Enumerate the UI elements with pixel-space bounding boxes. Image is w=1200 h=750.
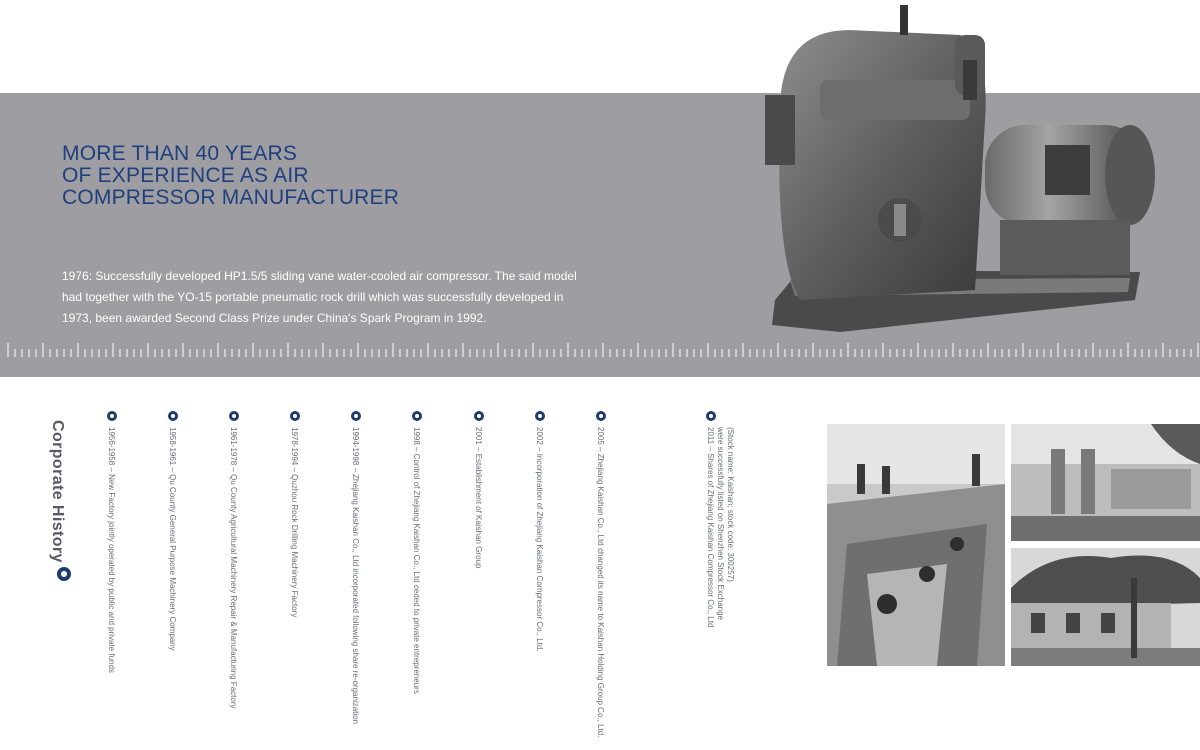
- milestone-text: 1994-1998 – Zhejiang Kaishan Co., Ltd incorporated following share re-organization: [351, 427, 360, 725]
- milestone-text: 2001 – Establishment of Kaishan Group: [474, 427, 483, 569]
- section-title-dot-icon: [57, 567, 71, 581]
- milestone-text: 2011 – Shares of Zhejiang Kaishan Compressor Co., Ltd: [706, 427, 715, 628]
- timeline-dot-icon: [596, 411, 606, 421]
- timeline-dot-icon: [706, 411, 716, 421]
- timeline-dot-icon: [107, 411, 117, 421]
- timeline-dot-icon: [229, 411, 239, 421]
- milestone-text: 2002 – Incorporation of Zhejiang Kaishan Compressor Co., Ltd.: [535, 427, 544, 652]
- milestone-text: 1956-1958 – New Factory jointly operated by public and private funds: [107, 427, 116, 673]
- timeline-dot-icon: [168, 411, 178, 421]
- timeline-dot-icon: [535, 411, 545, 421]
- milestone-text: 2005 – Zhejiang Kaishan Co., Ltd changed its name to Kaishan Holding Group Co., Ltd.: [596, 427, 605, 738]
- intro-line: 1976: Successfully developed HP1.5/5 sliding vane water-cooled air compressor. The said model: [62, 269, 577, 283]
- timeline-dot-icon: [351, 411, 361, 421]
- air-compressor-image: [760, 0, 1160, 340]
- milestone-text: 1961-1978 – Qu County Agricultural Machinery Repair & Manufacturing Factory: [229, 427, 238, 709]
- quarry-workers-photo: [827, 424, 1005, 666]
- factory-building-photo: [1011, 548, 1200, 666]
- headline-line: OF EXPERIENCE AS AIR: [62, 164, 309, 187]
- headline-line: MORE THAN 40 YEARS: [62, 142, 298, 165]
- section-title: Corporate History: [49, 420, 66, 563]
- intro-line: had together with the YO-15 portable pneumatic rock drill which was successfully developed in: [62, 290, 564, 304]
- milestone-text: were successfully listed on Shenzhen Stock Exchange: [716, 427, 725, 620]
- timeline-dot-icon: [474, 411, 484, 421]
- milestone-text: 1958-1961 – Qu County General Purpose Machinery Company: [168, 427, 177, 651]
- headline-line: COMPRESSOR MANUFACTURER: [62, 186, 400, 209]
- factory-gate-photo: [1011, 424, 1200, 541]
- milestone-text: (Stock name: Kaishan; stock code: 300257): [726, 427, 735, 582]
- timeline-dot-icon: [412, 411, 422, 421]
- milestone-text: 1998 – Control of Zhejiang Kaishan Co., Ltd ceded to private entrepreneurs: [412, 427, 421, 694]
- intro-paragraph: [62, 266, 602, 329]
- milestone-text: 1978-1994 – Quzhou Rock Drilling Machinery Factory: [290, 427, 299, 618]
- intro-line: 1973, been awarded Second Class Prize under China's Spark Program in 1992.: [62, 311, 487, 325]
- timeline-dot-icon: [290, 411, 300, 421]
- headline: [62, 143, 399, 209]
